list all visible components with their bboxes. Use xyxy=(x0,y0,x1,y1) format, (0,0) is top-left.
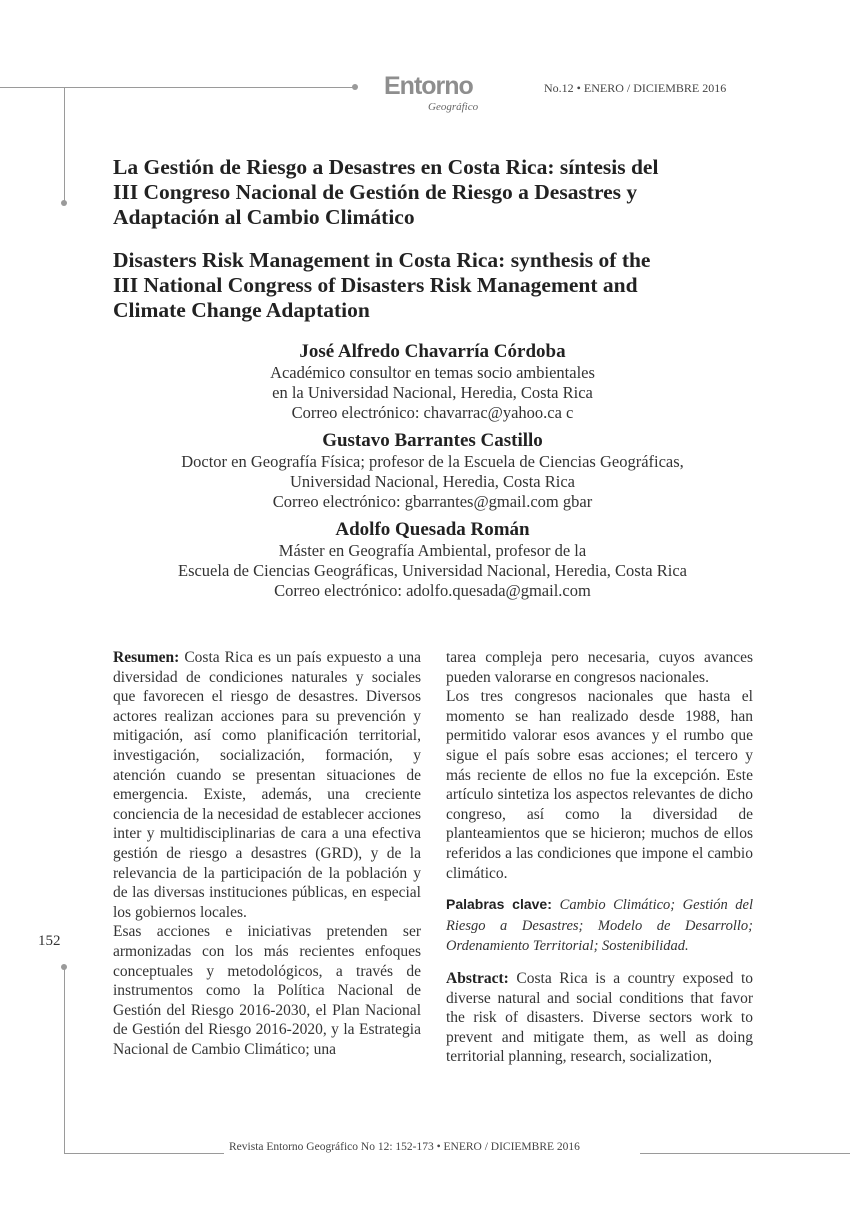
author-email: Correo electrónico: gbarrantes@gmail.com gbar xyxy=(272,492,593,511)
resumen-text: Costa Rica es un país expuesto a una diversidad de condiciones naturales y sociales que favorecen el riesgo de desastres. Diversos actores realizan acciones para su prevención y mitigación, así como planificación territorial, investigación, socialización, formación, y atención cuando se presentan situaciones de emergencia. Existe, además, una creciente conciencia de la necesidad de establecer acciones inter y multidisciplinarias de cara a una efectiva gestión de riesgo a desastres (GRD), y de la relevancia de la participación de la población y de las diversas instituciones públicas, en especial los gobiernos locales. xyxy=(113,649,421,921)
resumen-label: Resumen: xyxy=(113,649,180,666)
title-en-line-1: Disasters Risk Management in Costa Rica: synthesis of the xyxy=(113,248,651,272)
author-affiliation: en la Universidad Nacional, Heredia, Costa Rica xyxy=(272,383,593,402)
header-rule-dot xyxy=(352,84,358,90)
keywords-text: Cambio Climático; Gestión del Riesgo a Desastres; Modelo de Desarrollo; Ordenamiento Territorial; Sostenibilidad. xyxy=(446,897,754,955)
author-affiliation: Universidad Nacional, Heredia, Costa Rica xyxy=(290,472,575,491)
author-name: Adolfo Quesada Román xyxy=(335,519,530,540)
abstract-label: Abstract: xyxy=(446,969,509,987)
author-affiliation: Doctor en Geografía Física; profesor de la Escuela de Ciencias Geográficas, xyxy=(181,452,684,471)
title-en-line-2: III National Congress of Disasters Risk Management and xyxy=(113,273,638,297)
title-spanish xyxy=(113,155,753,230)
left-column xyxy=(113,648,421,1059)
left-frame-bottom xyxy=(64,967,65,1153)
title-es-line-3: Adaptación al Cambio Climático xyxy=(113,205,415,229)
footer-rule-left xyxy=(64,1153,224,1154)
author-1 xyxy=(100,340,765,423)
author-email: Correo electrónico: chavarrac@yahoo.ca c xyxy=(291,403,574,422)
abstract-text: Costa Rica is a country exposed to diverse natural and social conditions that favor the risk of disasters. Diverse sectors work to prevent and mitigate them, as well as doing territorial planning, research, socialization, xyxy=(446,969,754,1066)
abstract-paragraph xyxy=(446,969,753,1067)
author-affiliation: Máster en Geografía Ambiental, profesor de la xyxy=(278,541,587,560)
resumen-paragraph xyxy=(113,648,421,922)
journal-logo: Entorno xyxy=(384,72,473,100)
left-frame-dot-top xyxy=(61,200,67,206)
footer-rule-right xyxy=(640,1153,850,1154)
keywords-label: Palabras clave: xyxy=(446,896,552,913)
resumen-paragraph-2: Esas acciones e iniciativas pretenden ser armonizadas con los más recientes enfoques conceptuales y metodológicos, a través de instrumentos como la Política Nacional de Gestión del Riesgo 2016-2030, el Plan Nacional de Gestión del Riesgo 2016-2020, y la Estrategia Nacional de Cambio Climático; una xyxy=(113,923,421,1058)
author-name: Gustavo Barrantes Castillo xyxy=(322,430,543,451)
author-2 xyxy=(100,429,765,512)
resumen-paragraph-3: Los tres congresos nacionales que hasta el momento se han realizado desde 1988, han permitido valorar esos avances y el rumbo que sigue el país sobre esas acciones; el tercero y más reciente de ellos no fue la excepción. Este artículo sintetiza los aspectos relevantes de dicho congreso, así como la diversidad de planteamientos que se hicieron; muchos de ellos referidos a las condiciones que impone el cambio climático. xyxy=(446,688,753,882)
left-frame-top xyxy=(64,87,65,203)
header-rule xyxy=(0,87,354,88)
author-name: José Alfredo Chavarría Córdoba xyxy=(299,341,566,362)
journal-logo-subtitle: Geográfico xyxy=(428,101,479,113)
issue-info: No.12 • ENERO / DICIEMBRE 2016 xyxy=(544,81,727,95)
author-3 xyxy=(100,518,765,601)
title-es-line-2: III Congreso Nacional de Gestión de Riesgo a Desastres y xyxy=(113,180,638,204)
resumen-continuation: tarea compleja pero necesaria, cuyos avances pueden valorarse en congresos nacionales. xyxy=(446,649,753,686)
author-affiliation: Escuela de Ciencias Geográficas, Universidad Nacional, Heredia, Costa Rica xyxy=(177,561,687,580)
footer-citation: Revista Entorno Geográfico No 12: 152-173 • ENERO / DICIEMBRE 2016 xyxy=(229,1141,580,1153)
title-en-line-3: Climate Change Adaptation xyxy=(113,298,370,322)
author-affiliation: Académico consultor en temas socio ambientales xyxy=(270,363,595,382)
title-es-line-1: La Gestión de Riesgo a Desastres en Costa Rica: síntesis del xyxy=(113,155,659,179)
authors-block xyxy=(100,340,765,607)
author-email: Correo electrónico: adolfo.quesada@gmail.com xyxy=(274,581,591,600)
page-number: 152 xyxy=(38,933,61,949)
title-english xyxy=(113,248,753,323)
keywords-paragraph xyxy=(446,895,753,957)
right-column xyxy=(446,648,753,1067)
